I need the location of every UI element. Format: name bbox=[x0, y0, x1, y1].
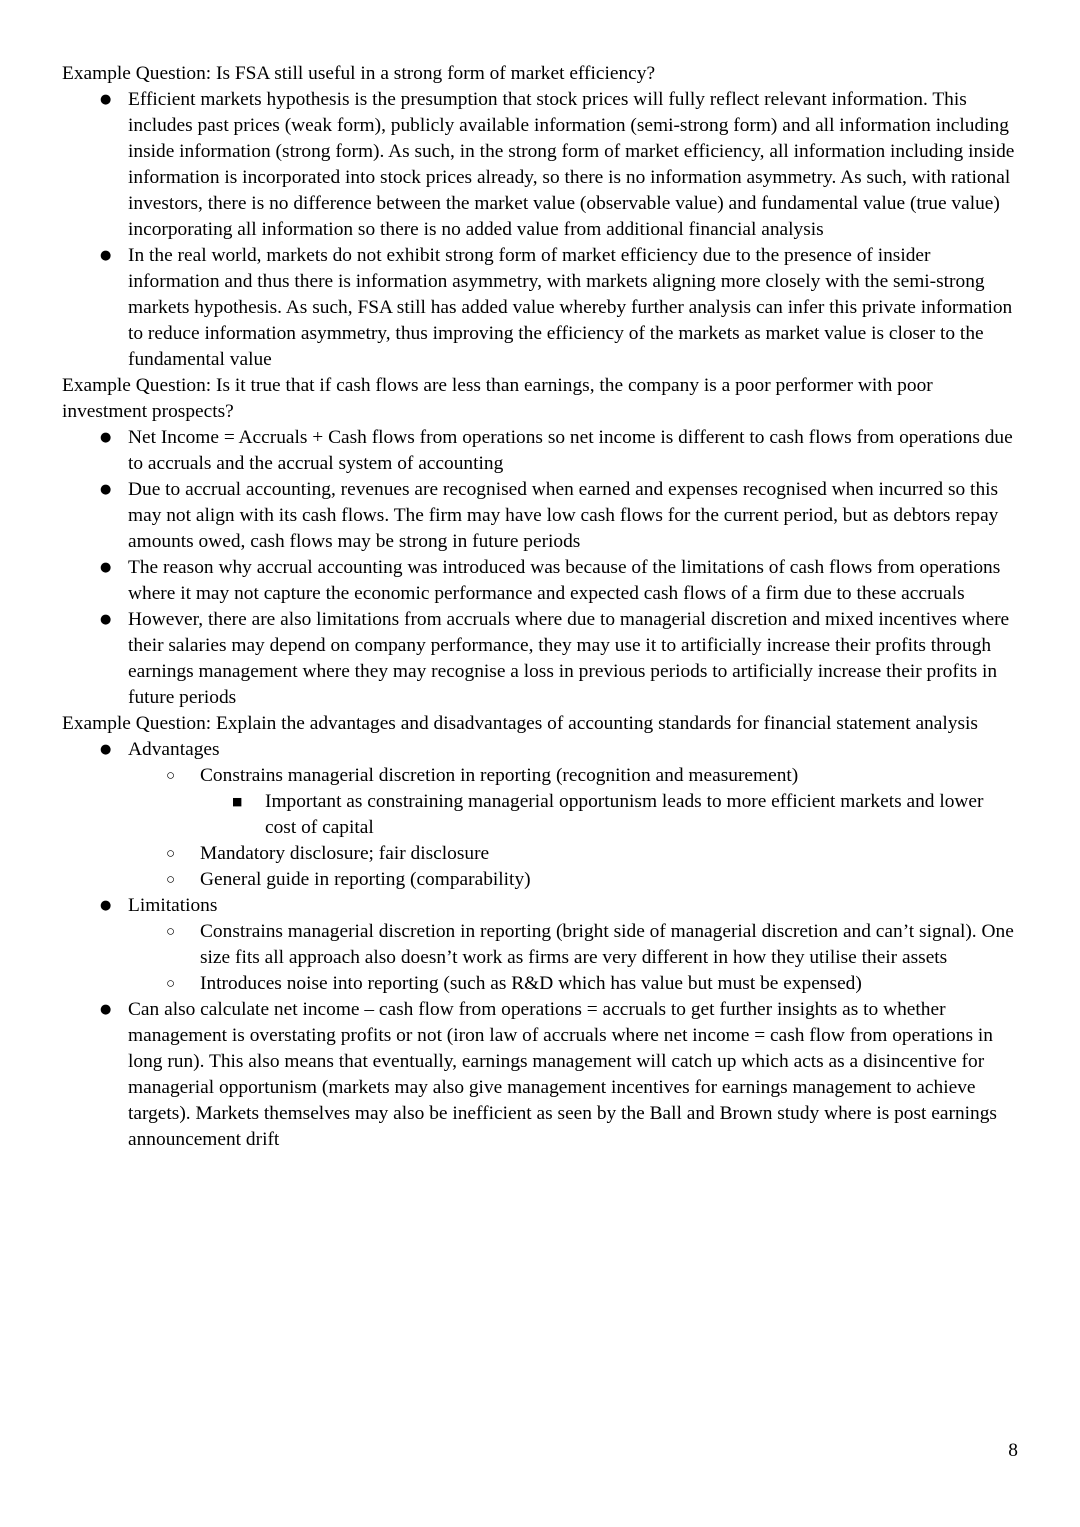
list-item bbox=[62, 425, 1017, 477]
list-item-text: In the real world, markets do not exhibit strong form of market efficiency due to the presence of insider information and thus there is information asymmetry, with markets aligning more closely with the semi-strong markets hypothesis. As such, FSA still has added value whereby further analysis can infer this private information to reduce information asymmetry, thus improving the efficiency of the markets as market value is closer to the fundamental value bbox=[128, 245, 1013, 370]
disc-bullet-icon: ● bbox=[100, 560, 112, 575]
paragraph: Example Question: Explain the advantages and disadvantages of accounting standards for financial statement analysis bbox=[62, 713, 978, 734]
list-item-text: Mandatory disclosure; fair disclosure bbox=[200, 843, 490, 864]
disc-bullet-icon: ● bbox=[100, 430, 112, 445]
circle-bullet-icon: ○ bbox=[166, 872, 176, 888]
disc-bullet-icon: ● bbox=[100, 1002, 112, 1017]
disc-bullet-icon: ● bbox=[100, 612, 112, 627]
list-item-text: Net Income = Accruals + Cash flows from operations so net income is different to cash flows from operations due to accruals and the accrual system of accounting bbox=[128, 427, 1013, 474]
list-item bbox=[62, 607, 1017, 711]
page-number: 8 bbox=[1008, 1440, 1018, 1461]
list-item-text: Efficient markets hypothesis is the presumption that stock prices will fully reflect relevant information. This includes past prices (weak form), publicly available information (semi-strong form) and all information including inside information (strong form). As such, in the strong form of market efficiency, all information including inside information is incorporated into stock prices already, so there is no information asymmetry. As such, with rational investors, there is no difference between the market value (observable value) and fundamental value (true value) incorporating all information so there is no added value from additional financial analysis bbox=[128, 89, 1015, 240]
list-item bbox=[62, 867, 1017, 893]
list-item bbox=[62, 87, 1017, 243]
list-item bbox=[62, 919, 1017, 971]
square-bullet-icon: ■ bbox=[232, 795, 243, 808]
list-item-text: However, there are also limitations from accruals where due to managerial discretion and mixed incentives where their salaries may depend on company performance, they may use it to artificially increase their profits through earnings management where they may recognise a loss in previous periods to artificially increase their profits in future periods bbox=[128, 609, 1010, 708]
disc-bullet-icon: ● bbox=[100, 742, 112, 757]
list-item bbox=[62, 555, 1017, 607]
circle-bullet-icon: ○ bbox=[166, 976, 176, 992]
list-item bbox=[62, 737, 1017, 763]
disc-bullet-icon: ● bbox=[100, 482, 112, 497]
list-item-text: Introduces noise into reporting (such as R&D which has value but must be expensed) bbox=[200, 973, 862, 994]
disc-bullet-icon: ● bbox=[100, 898, 112, 913]
document-body bbox=[62, 61, 1017, 1153]
list-item-text: Constrains managerial discretion in reporting (bright side of managerial discretion and can’t signal). One size fits all approach also doesn’t work as firms are very different in how they utilise their assets bbox=[200, 921, 1014, 968]
circle-bullet-icon: ○ bbox=[166, 768, 176, 784]
circle-bullet-icon: ○ bbox=[166, 924, 176, 940]
circle-bullet-icon: ○ bbox=[166, 846, 176, 862]
list-item-text: Important as constraining managerial opportunism leads to more efficient markets and lower cost of capital bbox=[265, 791, 984, 838]
list-item-text: Advantages bbox=[128, 739, 220, 760]
list-item bbox=[62, 789, 1017, 841]
paragraph: Example Question: Is it true that if cash flows are less than earnings, the company is a poor performer with poor investment prospects? bbox=[62, 375, 933, 422]
list-item bbox=[62, 763, 1017, 789]
list-item bbox=[62, 893, 1017, 919]
list-item bbox=[62, 841, 1017, 867]
list-item-text: Due to accrual accounting, revenues are recognised when earned and expenses recognised when incurred so this may not align with its cash flows. The firm may have low cash flows for the current period, but as debtors repay amounts owed, cash flows may be strong in future periods bbox=[128, 479, 999, 552]
list-item-text: Constrains managerial discretion in reporting (recognition and measurement) bbox=[200, 765, 799, 786]
list-item bbox=[62, 477, 1017, 555]
list-item bbox=[62, 243, 1017, 373]
list-item-text: General guide in reporting (comparability) bbox=[200, 869, 531, 890]
list-item bbox=[62, 971, 1017, 997]
paragraph: Example Question: Is FSA still useful in a strong form of market efficiency? bbox=[62, 63, 656, 84]
list-item-text: Limitations bbox=[128, 895, 218, 916]
disc-bullet-icon: ● bbox=[100, 92, 112, 107]
list-item-text: Can also calculate net income – cash flow from operations = accruals to get further insights as to whether management is overstating profits or not (iron law of accruals where net income = cash flow from operations in long run). This also means that eventually, earnings management will catch up which acts as a disincentive for managerial opportunism (markets may also give management incentives for earnings management to achieve targets). Markets themselves may also be inefficient as seen by the Ball and Brown study where is post earnings announcement drift bbox=[128, 999, 997, 1150]
list-item bbox=[62, 997, 1017, 1153]
disc-bullet-icon: ● bbox=[100, 248, 112, 263]
list-item-text: The reason why accrual accounting was introduced was because of the limitations of cash flows from operations where it may not capture the economic performance and expected cash flows of a firm due to these accruals bbox=[128, 557, 1001, 604]
